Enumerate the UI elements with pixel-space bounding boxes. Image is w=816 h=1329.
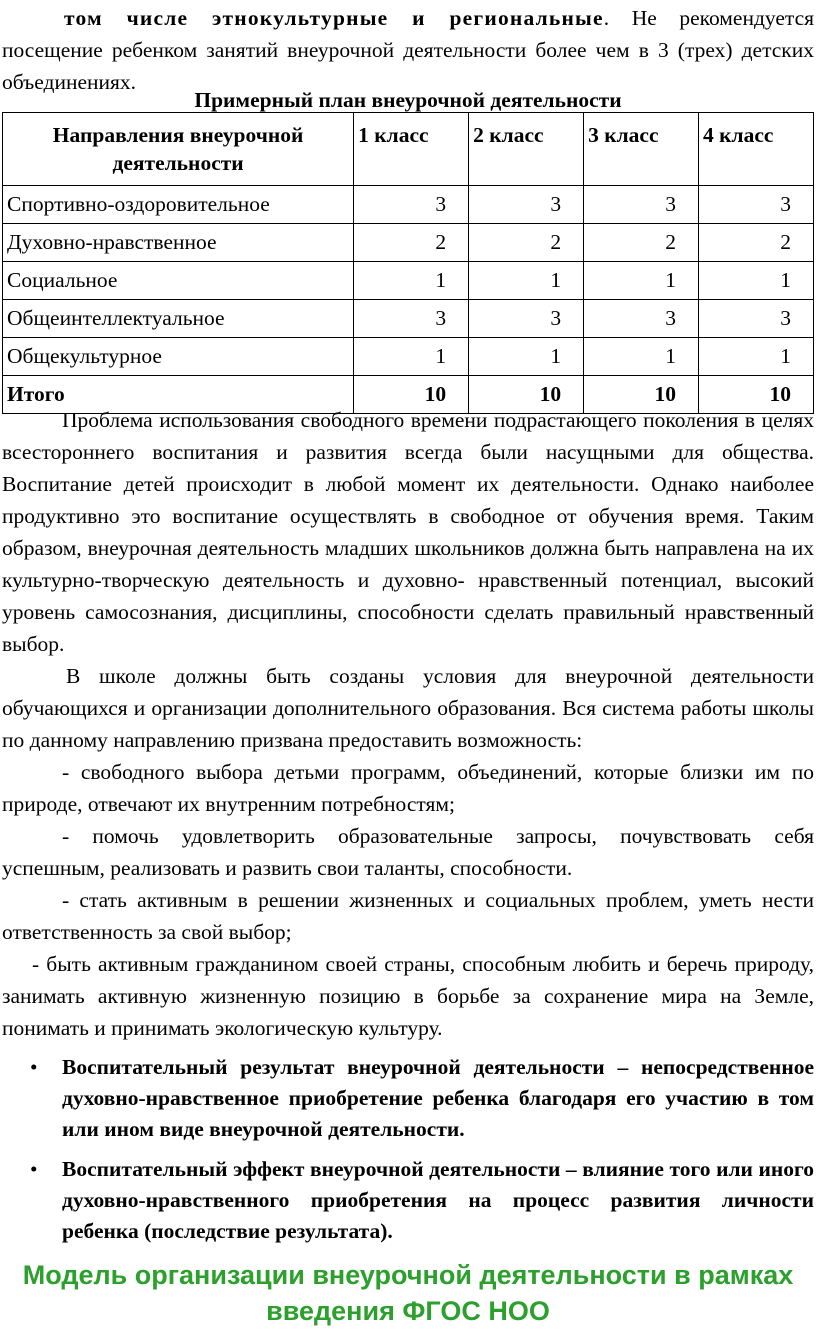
- cell-value: 3: [584, 186, 699, 224]
- total-value: 10: [699, 376, 814, 414]
- bullet-item-result: [0, 1052, 816, 1145]
- cell-value: 3: [584, 300, 699, 338]
- header-grade-1: 1 класс: [354, 113, 469, 186]
- bullet-list: [0, 1052, 816, 1247]
- bullet-icon: •: [30, 1055, 38, 1079]
- cell-value: 3: [354, 186, 469, 224]
- bullet-text: Воспитательный результат внеурочной деятельности – непосредственное духовно-нравственное приобретение ребенка благодаря его участию в том или ином виде внеурочной деятельности.: [62, 1055, 814, 1141]
- cell-value: 1: [354, 338, 469, 376]
- cell-value: 1: [584, 262, 699, 300]
- dash-item-citizen: - быть активным гражданином своей страны, способным любить и беречь природу, занимать активную жизненную позицию в борьбе за сохранение мира на Земле, понимать и принимать экологическую культуру.: [2, 952, 814, 1040]
- paragraph-conditions: В школе должны быть созданы условия для внеурочной деятельности обучающихся и организации дополнительного образования. Вся система работы школы по данному направлению призвана предоставить возможность:: [2, 664, 814, 752]
- total-label: Итого: [3, 376, 354, 414]
- cell-value: 1: [469, 262, 584, 300]
- bullet-icon: •: [30, 1157, 38, 1181]
- bullet-item-effect: [0, 1154, 816, 1247]
- activity-plan-table: [2, 112, 814, 414]
- dash-item-active: - стать активным в решении жизненных и социальных проблем, уметь нести ответственность за свой выбор;: [2, 888, 814, 944]
- table-row: [3, 224, 814, 262]
- total-value: 10: [354, 376, 469, 414]
- header-grade-3: 3 класс: [584, 113, 699, 186]
- cell-value: 1: [699, 338, 814, 376]
- total-value: 10: [469, 376, 584, 414]
- body-text: [0, 404, 816, 1329]
- cell-value: 3: [354, 300, 469, 338]
- model-title: Модель организации внеурочной деятельности в рамках введения ФГОС НОО: [22, 1260, 794, 1326]
- row-label: Общеинтеллектуальное: [3, 300, 354, 338]
- total-value: 10: [584, 376, 699, 414]
- table-row: [3, 186, 814, 224]
- row-label: Общекультурное: [3, 338, 354, 376]
- header-direction: Направления внеурочной деятельности: [3, 113, 354, 186]
- row-label: Социальное: [3, 262, 354, 300]
- cell-value: 2: [584, 224, 699, 262]
- intro-paragraph: [0, 2, 816, 98]
- table-header-row: [3, 113, 814, 186]
- cell-value: 3: [699, 186, 814, 224]
- cell-value: 1: [584, 338, 699, 376]
- cell-value: 3: [469, 300, 584, 338]
- intro-rest-text: . Не рекомендуется посещение ребенком занятий внеурочной деятельности более чем в 3 (трех) детских объединениях.: [2, 6, 814, 94]
- header-grade-2: 2 класс: [469, 113, 584, 186]
- dash-item-help: - помочь удовлетворить образовательные запросы, почувствовать себя успешным, реализовать и развить свои таланты, способности.: [2, 824, 814, 880]
- cell-value: 2: [469, 224, 584, 262]
- table-row: [3, 338, 814, 376]
- cell-value: 1: [469, 338, 584, 376]
- table-row: [3, 262, 814, 300]
- bullet-text: Воспитательный эффект внеурочной деятельности – влияние того или иного духовно-нравственного приобретения на процесс развития личности ребенка (последствие результата).: [62, 1157, 814, 1243]
- row-label: Духовно-нравственное: [3, 224, 354, 262]
- header-grade-4: 4 класс: [699, 113, 814, 186]
- table-row: [3, 300, 814, 338]
- cell-value: 1: [354, 262, 469, 300]
- cell-value: 1: [699, 262, 814, 300]
- paragraph-problem: Проблема использования свободного времени подрастающего поколения в целях всестороннего воспитания и развития всегда были насущными для общества. Воспитание детей происходит в любой момент их деятельности. Однако наиболее продуктивно это воспитание осуществлять в свободное от обучения время. Таким образом, внеурочная деятельность младших школьников должна быть направлена на их культурно-творческую деятельность и духовно- нравственный потенциал, высокий уровень самосознания, дисциплины, способности сделать правильный нравственный выбор.: [2, 408, 814, 656]
- row-label: Спортивно-оздоровительное: [3, 186, 354, 224]
- table-title: Примерный план внеурочной деятельности: [194, 88, 622, 112]
- dash-item-choice: - свободного выбора детьми программ, объединений, которые близки им по природе, отвечают их внутренним потребностям;: [2, 760, 814, 816]
- cell-value: 2: [354, 224, 469, 262]
- cell-value: 3: [469, 186, 584, 224]
- cell-value: 2: [699, 224, 814, 262]
- cell-value: 3: [699, 300, 814, 338]
- intro-bold-text: том числе этнокультурные и региональные: [64, 6, 604, 30]
